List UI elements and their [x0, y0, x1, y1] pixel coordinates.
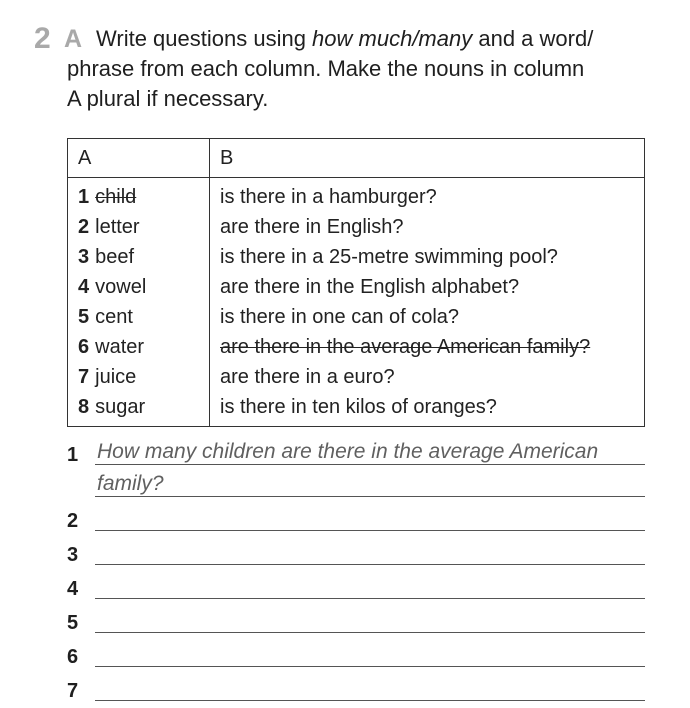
column-a-cell	[68, 272, 210, 302]
table-row	[68, 302, 645, 332]
column-a-cell	[68, 362, 210, 392]
answer-line-6[interactable]	[67, 640, 645, 674]
instruction-line-3: A plural if necessary.	[67, 86, 269, 111]
instruction-text-end: and a word/	[472, 26, 594, 51]
answer-rule	[95, 530, 645, 531]
answer-number: 4	[67, 578, 79, 600]
example-answer-text: family?	[97, 472, 164, 495]
table-row	[68, 242, 645, 272]
word-table	[67, 138, 645, 427]
column-a-word: child	[95, 185, 137, 208]
table-row	[68, 178, 645, 213]
column-b-header: B	[210, 139, 645, 178]
answer-line-3[interactable]	[67, 538, 645, 572]
answer-line-7[interactable]	[67, 674, 645, 708]
column-a-word: juice	[95, 365, 137, 388]
column-b-cell: are there in the average American family?	[210, 332, 645, 362]
instructions	[67, 24, 676, 114]
column-a-cell	[68, 302, 210, 332]
column-b-cell: are there in a euro?	[210, 362, 645, 392]
row-number: 2	[78, 215, 90, 238]
answer-line-2[interactable]	[67, 504, 645, 538]
answer-number: 5	[67, 612, 79, 634]
column-b-cell: are there in English?	[210, 212, 645, 242]
column-b-cell: is there in ten kilos of oranges?	[210, 392, 645, 427]
column-a-word: cent	[95, 305, 133, 328]
table-row	[68, 332, 645, 362]
answer-rule	[95, 598, 645, 599]
answer-line-1-cont[interactable]	[67, 470, 645, 504]
column-b-cell: is there in one can of cola?	[210, 302, 645, 332]
column-a-word: water	[95, 335, 145, 358]
table-row	[68, 362, 645, 392]
column-b-cell: is there in a 25-metre swimming pool?	[210, 242, 645, 272]
column-a-cell	[68, 212, 210, 242]
row-number: 5	[78, 305, 90, 328]
column-a-word: sugar	[95, 395, 146, 418]
answer-line-5[interactable]	[67, 606, 645, 640]
column-a-header: A	[68, 139, 210, 178]
column-a-cell	[68, 392, 210, 427]
row-number: 6	[78, 335, 90, 358]
answer-number: 3	[67, 544, 79, 566]
answer-rule	[95, 496, 645, 497]
table-header-row	[68, 139, 645, 178]
answer-rule	[95, 632, 645, 633]
answer-rule	[95, 666, 645, 667]
answer-line-4[interactable]	[67, 572, 645, 606]
table-row	[68, 212, 645, 242]
column-b-cell: are there in the English alphabet?	[210, 272, 645, 302]
answer-number: 2	[67, 510, 79, 532]
answer-rule	[95, 464, 645, 465]
exercise-part-letter: A	[64, 25, 83, 53]
answer-number: 1	[67, 444, 79, 466]
answer-rule	[95, 700, 645, 701]
column-b-cell: is there in a hamburger?	[210, 178, 645, 213]
column-a-word: letter	[95, 215, 140, 238]
row-number: 4	[78, 275, 90, 298]
answer-rule	[95, 564, 645, 565]
table-row	[68, 272, 645, 302]
example-answer-text: How many children are there in the average American	[97, 440, 599, 463]
exercise-number: 2	[34, 22, 50, 55]
row-number: 3	[78, 245, 90, 268]
instruction-line-2: phrase from each column. Make the nouns in column	[67, 56, 585, 81]
answer-number: 7	[67, 680, 79, 702]
instruction-text: Write questions using	[96, 26, 313, 51]
column-a-word: beef	[95, 245, 135, 268]
row-number: 8	[78, 395, 90, 418]
answer-number: 6	[67, 646, 79, 668]
table-row	[68, 392, 645, 427]
row-number: 7	[78, 365, 90, 388]
instruction-italic: how much/many	[312, 26, 473, 51]
column-a-word: vowel	[95, 275, 147, 298]
column-a-cell	[68, 178, 210, 213]
column-a-cell	[68, 242, 210, 272]
column-a-cell	[68, 332, 210, 362]
answer-line-1[interactable]	[67, 438, 645, 472]
row-number: 1	[78, 185, 90, 208]
